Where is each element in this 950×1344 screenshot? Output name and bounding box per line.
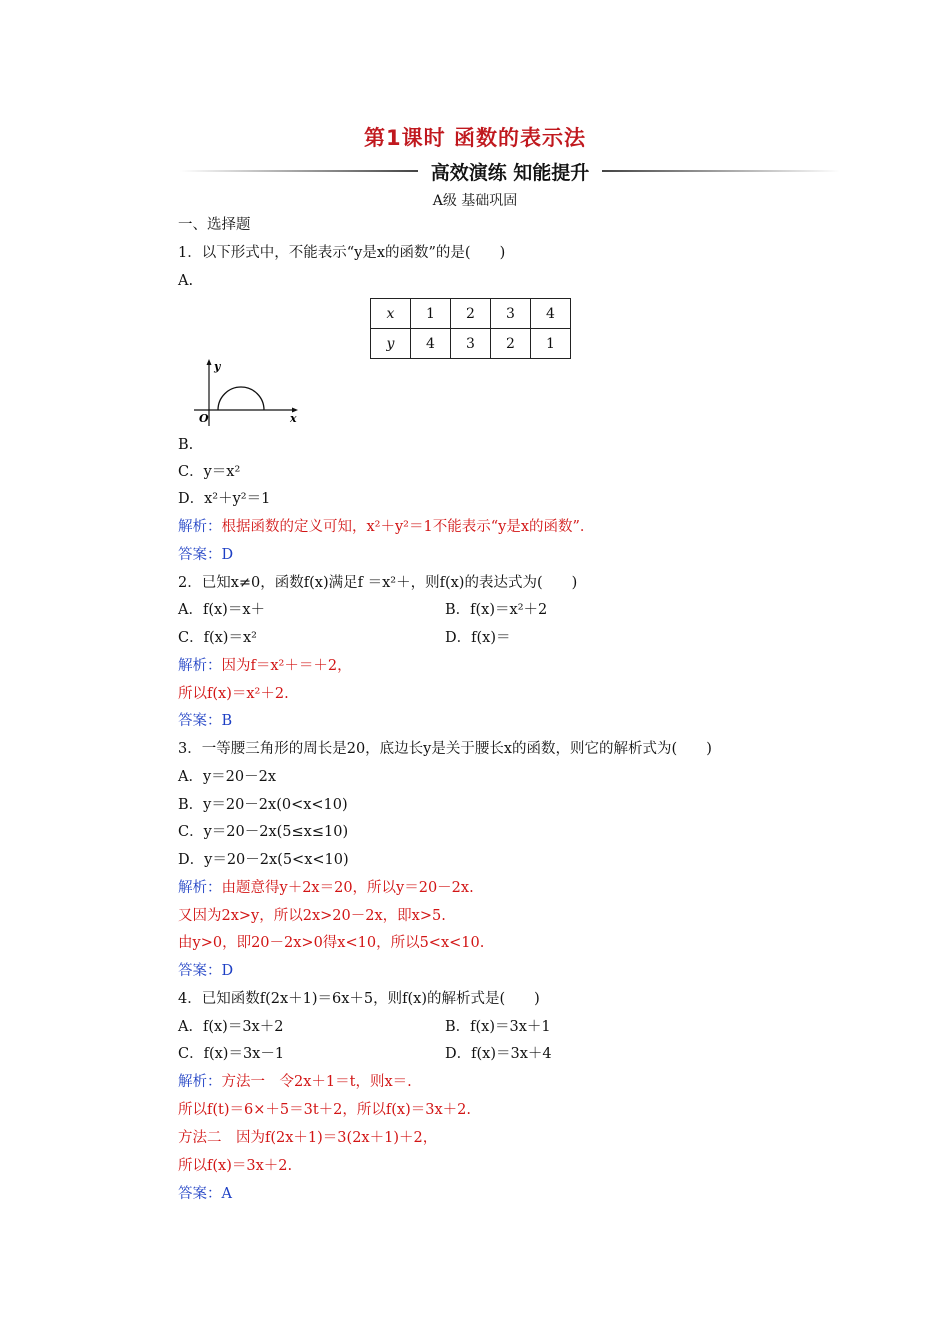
q3-analysis	[178, 879, 474, 897]
y-axis-label: y	[214, 360, 221, 373]
q3-analysis-line2: 又因为2x>y，所以2x>20－2x，即x>5.	[178, 908, 446, 924]
analysis-label: 解析：	[178, 519, 222, 535]
q4-analysis	[178, 1073, 412, 1091]
analysis-label: 解析：	[178, 658, 222, 674]
table-cell: 2	[491, 329, 531, 359]
q3-option-b: B．y＝20－2x(0<x<10)	[178, 797, 348, 813]
analysis-label: 解析：	[178, 880, 222, 896]
answer-text: 答案：B	[178, 713, 233, 729]
q4-option-b: B．f(x)＝3x＋1	[445, 1019, 551, 1035]
section-heading: 一、选择题	[178, 217, 251, 233]
q4-analysis-line2: 所以f(t)＝6×＋5＝3t＋2，所以f(x)＝3x＋2.	[178, 1102, 471, 1118]
x-axis-label: x	[290, 412, 297, 425]
y-axis-arrow	[207, 359, 212, 365]
table-cell: y	[371, 329, 411, 359]
semicircle-curve	[218, 387, 264, 410]
table-row	[371, 329, 571, 359]
table-cell: 1	[531, 329, 571, 359]
q2-option-d: D．f(x)＝	[445, 630, 511, 646]
analysis-text: 由题意得y＋2x＝20，所以y＝20－2x.	[221, 880, 474, 896]
q1-answer	[178, 546, 233, 564]
q1-table	[370, 298, 571, 359]
level-heading: A级 基础巩固	[432, 193, 518, 209]
q1-semicircle-graph	[190, 356, 305, 428]
analysis-text: 因为f＝x²＋＝＋2，	[221, 658, 352, 674]
q2-analysis	[178, 657, 352, 675]
q2-option-b: B．f(x)＝x²＋2	[445, 602, 548, 618]
page-title: 第1课时 函数的表示法	[364, 126, 586, 150]
q4-analysis-line3: 方法二 因为f(2x＋1)＝3(2x＋1)＋2，	[178, 1130, 438, 1146]
table-cell: 3	[491, 299, 531, 329]
origin-label: O	[199, 412, 209, 425]
q3-option-a: A．y＝20－2x	[178, 769, 277, 785]
analysis-label: 解析：	[178, 1074, 222, 1090]
analysis-text: 方法一 令2x＋1＝t，则x＝.	[221, 1074, 412, 1090]
table-cell: x	[371, 299, 411, 329]
q4-option-d: D．f(x)＝3x＋4	[445, 1046, 552, 1062]
table-cell: 4	[531, 299, 571, 329]
q1-option-b: B.	[178, 437, 194, 453]
q3-option-d: D．y＝20－2x(5<x<10)	[178, 852, 349, 868]
answer-text: 答案：A	[178, 1186, 232, 1202]
answer-text: 答案：D	[178, 547, 234, 563]
table-row	[371, 299, 571, 329]
table-cell: 3	[451, 329, 491, 359]
q1-option-a: A.	[178, 273, 194, 289]
q1-option-d: D．x²＋y²＝1	[178, 491, 271, 507]
analysis-text: 根据函数的定义可知，x²＋y²＝1不能表示“y是x的函数”．	[221, 519, 595, 535]
q3-stem: 3．一等腰三角形的周长是20，底边长y是关于腰长x的函数，则它的解析式为( )	[178, 741, 712, 757]
q2-option-a: A．f(x)＝x＋	[178, 602, 266, 618]
q3-analysis-line3: 由y>0，即20－2x>0得x<10，所以5<x<10.	[178, 935, 485, 951]
q1-analysis	[178, 518, 594, 536]
q4-option-a: A．f(x)＝3x＋2	[178, 1019, 284, 1035]
q4-answer	[178, 1185, 232, 1203]
q3-answer	[178, 962, 233, 980]
q4-analysis-line4: 所以f(x)＝3x＋2.	[178, 1158, 293, 1174]
banner-text: 高效演练 知能提升	[430, 162, 590, 184]
q1-stem: 1．以下形式中，不能表示“y是x的函数”的是( )	[178, 245, 506, 261]
q2-option-c: C．f(x)＝x²	[178, 630, 257, 646]
q3-option-c: C．y＝20－2x(5≤x≤10)	[178, 824, 349, 840]
q2-answer	[178, 712, 232, 730]
q2-stem: 2．已知x≠0，函数f(x)满足f ＝x²＋，则f(x)的表达式为( )	[178, 575, 578, 591]
section-banner	[180, 158, 840, 184]
q2-analysis-line2: 所以f(x)＝x²＋2.	[178, 686, 289, 702]
answer-text: 答案：D	[178, 963, 234, 979]
table-cell: 2	[451, 299, 491, 329]
q4-stem: 4．已知函数f(2x＋1)＝6x＋5，则f(x)的解析式是( )	[178, 991, 540, 1007]
q1-option-c: C．y＝x²	[178, 464, 241, 480]
q4-option-c: C．f(x)＝3x－1	[178, 1046, 285, 1062]
table-cell: 4	[411, 329, 451, 359]
table-cell: 1	[411, 299, 451, 329]
